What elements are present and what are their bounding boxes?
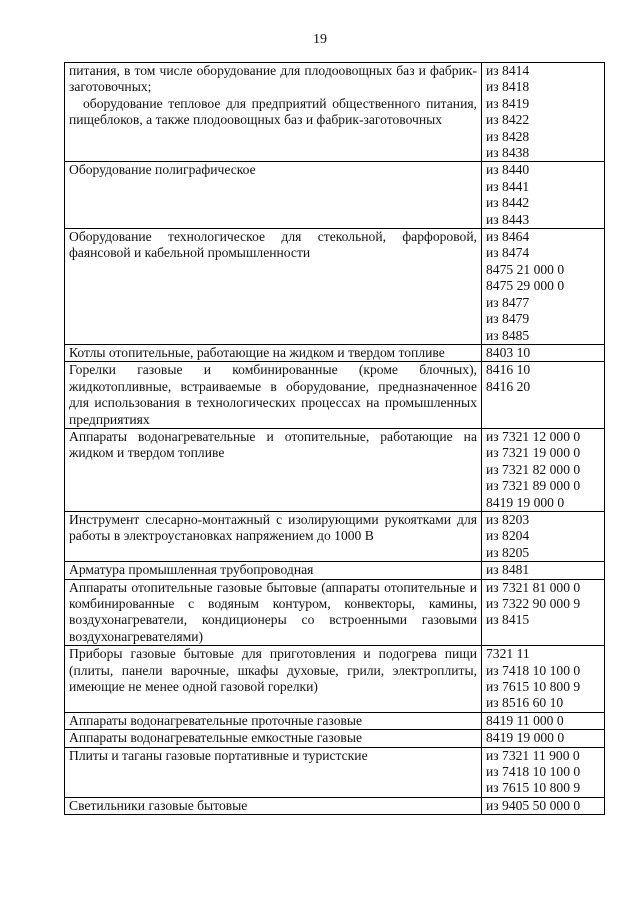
tn-ved-code: из 8481	[486, 562, 530, 578]
tn-ved-code: из 9405 50 000 0	[486, 797, 581, 813]
table-row	[65, 712, 605, 729]
tn-ved-code: из 7322 90 000 9	[486, 596, 581, 611]
tn-ved-code: из 8440	[486, 162, 530, 178]
tn-ved-code: из 8441	[486, 178, 530, 194]
tn-ved-codes-cell	[482, 797, 605, 814]
tn-ved-codes-cell	[482, 362, 605, 429]
tn-ved-codes-cell	[482, 428, 605, 511]
product-description-cell	[65, 511, 482, 561]
product-description-text: Светильники газовые бытовые	[69, 797, 248, 813]
product-description-text: питания, в том числе оборудование для плодоовощных баз и фабрик-заготовочных;	[69, 63, 477, 95]
tn-ved-code: из 8414	[486, 63, 530, 78]
tn-ved-codes-cell	[482, 229, 605, 345]
tn-ved-code: из 8474	[486, 245, 530, 261]
tn-ved-code: из 8203	[486, 511, 530, 527]
tn-ved-code: из 7321 89 000 0	[486, 478, 581, 494]
tn-ved-code: из 8418	[486, 79, 530, 95]
product-description-cell	[65, 747, 482, 797]
product-description-cell	[65, 229, 482, 345]
tn-ved-code: из 8479	[486, 311, 530, 327]
product-description-text: Котлы отопительные, работающие на жидком и твердом топливе	[69, 344, 445, 360]
table-body	[65, 63, 605, 815]
tn-ved-code: из 7321 19 000 0	[486, 445, 581, 461]
tn-ved-code: из 8516 60 10	[486, 695, 564, 711]
product-description-text: оборудование тепловое для предприятий общественного питания, пищеблоков, а также плодоовощных баз и фабрик-заготовочных	[69, 95, 477, 128]
product-description-text: Аппараты отопительные газовые бытовые (аппараты отопительные и комбинированные с водяным контуром, конвекторы, камины, воздухонагреватели, кондиционеры со встроенными газовыми воздухонагревателями)	[69, 579, 477, 644]
tn-ved-code: из 8422	[486, 112, 530, 128]
tn-ved-code: 7321 11	[486, 646, 530, 662]
tn-ved-code: из 8438	[486, 145, 530, 161]
product-description-cell	[65, 712, 482, 729]
tn-ved-code: из 7321 11 900 0	[486, 747, 580, 763]
tn-ved-code: из 7418 10 100 0	[486, 662, 581, 678]
product-description-text: Аппараты водонагревательные проточные газовые	[69, 712, 363, 728]
product-description-text: Плиты и таганы газовые портативные и туристские	[69, 747, 368, 763]
tn-ved-code: 8475 29 000 0	[486, 278, 565, 294]
product-description-cell	[65, 646, 482, 713]
tn-ved-code: из 8415	[486, 612, 530, 628]
tn-ved-code: из 7418 10 100 0	[486, 764, 581, 780]
table-row	[65, 362, 605, 429]
tn-ved-codes-cell	[482, 562, 605, 579]
table-row	[65, 562, 605, 579]
tn-ved-codes-cell	[482, 747, 605, 797]
tn-ved-code: из 8428	[486, 128, 530, 144]
tn-ved-code: из 7615 10 800 9	[486, 679, 581, 695]
tn-ved-code: из 7321 81 000 0	[486, 579, 581, 595]
tn-ved-code: 8475 21 000 0	[486, 261, 565, 277]
product-description-cell	[65, 579, 482, 646]
product-description-text: Арматура промышленная трубопроводная	[69, 562, 314, 578]
table-row	[65, 646, 605, 713]
table-row	[65, 63, 605, 162]
product-description-text: Оборудование технологическое для стекольной, фарфоровой, фаянсовой и кабельной промышленности	[69, 229, 477, 261]
product-description-cell	[65, 344, 482, 361]
tn-ved-code: из 8419	[486, 95, 530, 111]
tn-ved-codes-cell	[482, 63, 605, 162]
table-row	[65, 511, 605, 561]
tn-ved-code: из 8477	[486, 294, 530, 310]
tn-ved-codes-cell	[482, 712, 605, 729]
product-description-cell	[65, 362, 482, 429]
product-description-cell	[65, 562, 482, 579]
product-description-cell	[65, 63, 482, 162]
tn-ved-code: 8403 10	[486, 344, 531, 360]
table-row	[65, 747, 605, 797]
product-code-table	[64, 62, 605, 815]
table-row	[65, 229, 605, 345]
product-description-text: Горелки газовые и комбинированные (кроме блочных), жидкотопливные, встраиваемые в оборудование, предназначенное для использования в технологических процессах на промышленных предприятиях	[69, 362, 477, 427]
tn-ved-code: 8416 20	[486, 378, 531, 394]
tn-ved-code: из 7321 12 000 0	[486, 428, 581, 444]
tn-ved-code: из 8485	[486, 327, 530, 343]
product-description-cell	[65, 428, 482, 511]
tn-ved-code: из 8442	[486, 195, 530, 211]
product-description-cell	[65, 797, 482, 814]
product-description-text: Оборудование полиграфическое	[69, 162, 256, 178]
table-row	[65, 579, 605, 646]
tn-ved-code: из 8204	[486, 528, 530, 544]
table-row	[65, 730, 605, 747]
table-row	[65, 797, 605, 814]
tn-ved-code: 8419 11 000 0	[486, 712, 564, 728]
tn-ved-codes-cell	[482, 730, 605, 747]
tn-ved-code: из 7321 82 000 0	[486, 461, 581, 477]
tn-ved-codes-cell	[482, 511, 605, 561]
tn-ved-code: из 8443	[486, 211, 530, 227]
tn-ved-codes-cell	[482, 162, 605, 229]
tn-ved-codes-cell	[482, 344, 605, 361]
table-row	[65, 162, 605, 229]
tn-ved-code: 8419 19 000 0	[486, 730, 565, 746]
tn-ved-code: из 7615 10 800 9	[486, 780, 581, 796]
product-description-text: Аппараты водонагревательные емкостные газовые	[69, 730, 363, 746]
product-description-cell	[65, 162, 482, 229]
product-description-text: Аппараты водонагревательные и отопительные, работающие на жидком и твердом топливе	[69, 428, 477, 461]
product-description-cell	[65, 730, 482, 747]
tn-ved-code: из 8205	[486, 544, 530, 560]
table-row	[65, 428, 605, 511]
tn-ved-codes-cell	[482, 579, 605, 646]
page-number: 19	[313, 32, 327, 47]
product-description-text: Приборы газовые бытовые для приготовления и подогрева пищи (плиты, панели варочные, шкафы духовые, грили, электроплиты, имеющие не менее одной газовой горелки)	[69, 646, 477, 695]
tn-ved-code: из 8464	[486, 229, 530, 245]
tn-ved-codes-cell	[482, 646, 605, 713]
table-row	[65, 344, 605, 361]
tn-ved-code: 8416 10	[486, 362, 531, 378]
tn-ved-code: 8419 19 000 0	[486, 494, 565, 510]
product-description-text: Инструмент слесарно-монтажный с изолирующими рукоятками для работы в электроустановках напряжением до 1000 В	[69, 511, 477, 544]
